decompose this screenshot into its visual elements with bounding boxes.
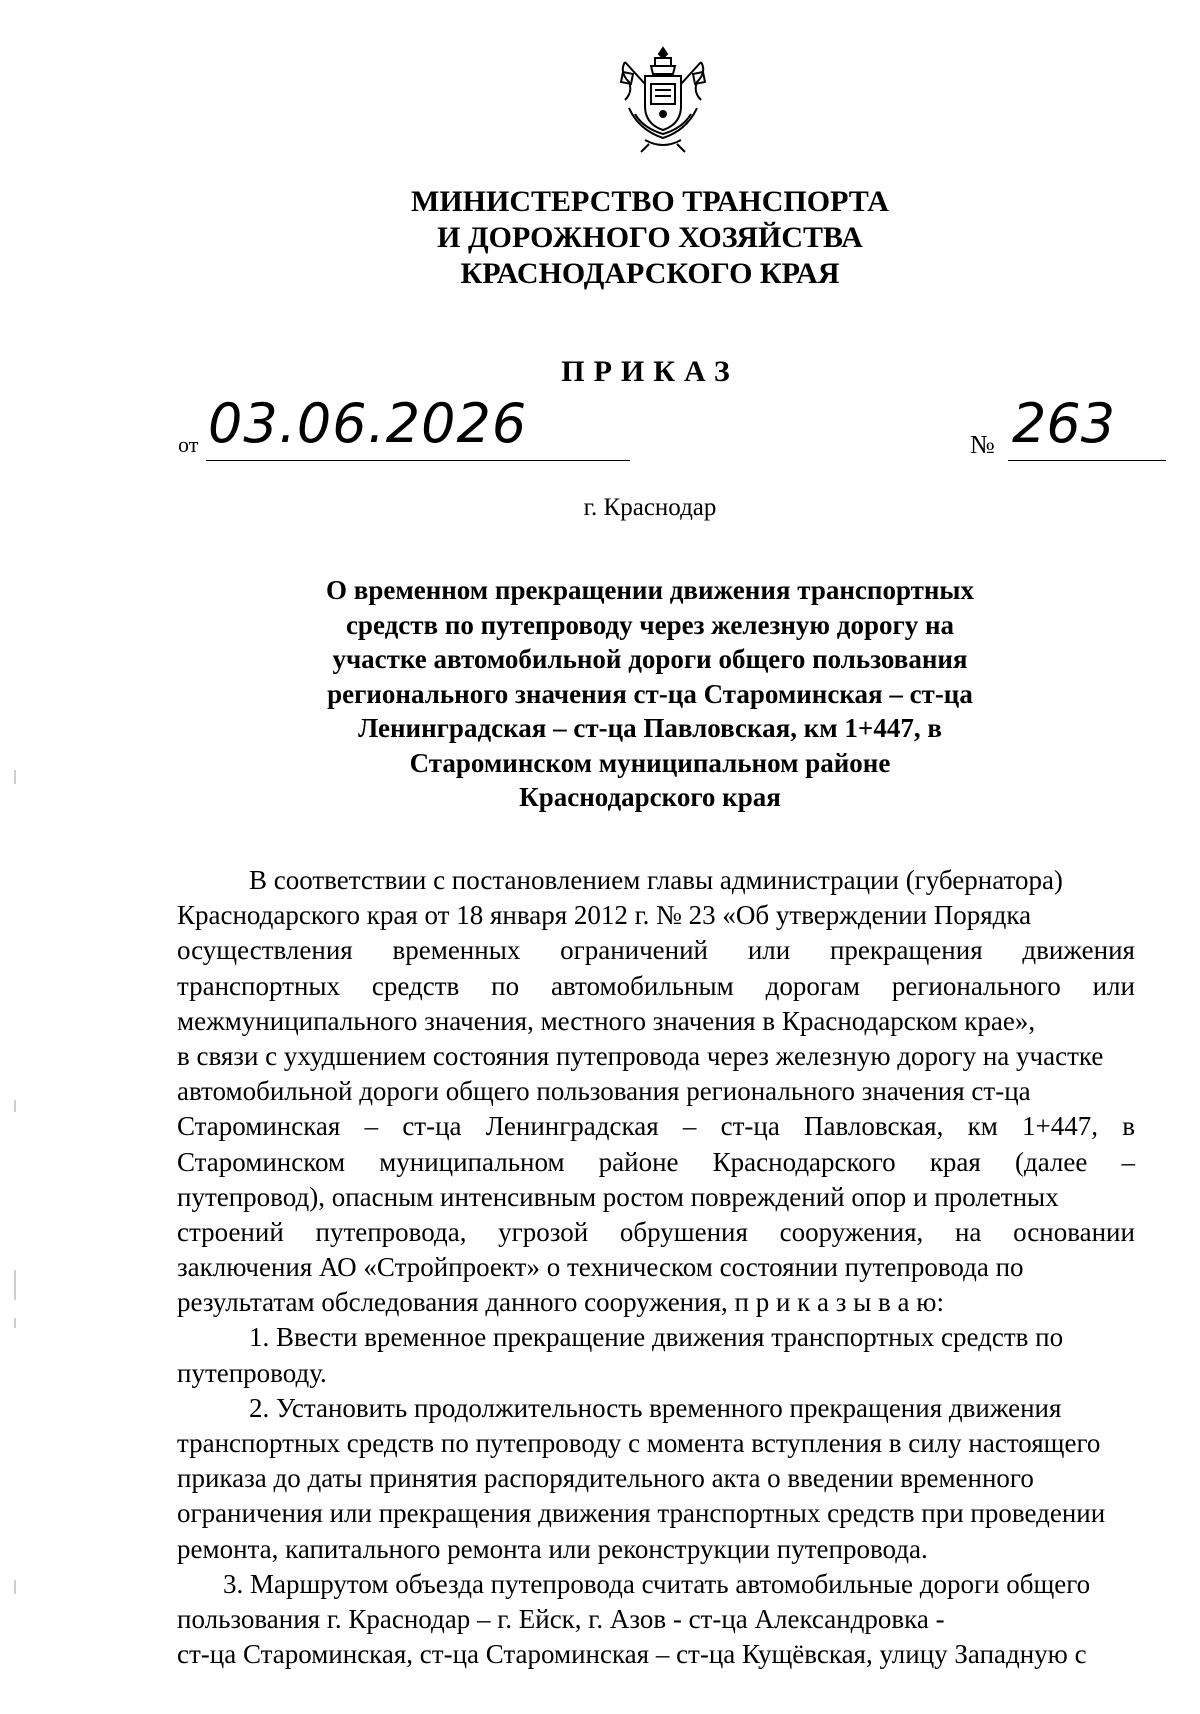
- body-line: автомобильной дороги общего пользования регионального значения ст-ца: [177, 1076, 1031, 1107]
- city-line: г. Краснодар: [583, 494, 717, 521]
- body-line: 2. Установить продолжительность временного прекращения движения: [249, 1392, 1062, 1423]
- body-line: Краснодарского края от 18 января 2012 г. № 23 «Об утверждении Порядка: [177, 900, 1032, 931]
- body-line: транспортных средств по путепроводу с момента вступления в силу настоящего: [177, 1428, 1101, 1458]
- subject-line: Краснодарского края: [519, 782, 781, 812]
- body-line: 1. Ввести временное прекращение движения транспортных средств по: [249, 1322, 1064, 1353]
- body-line: путепроводу.: [177, 1357, 327, 1388]
- word: основании: [1013, 1216, 1135, 1247]
- body-line-justified: [177, 1215, 1135, 1250]
- subject-line: О временном прекращении движения транспортных: [325, 575, 974, 605]
- body-line-justified: [177, 1145, 1135, 1180]
- order-subject: [275, 573, 1025, 815]
- scan-mark: [14, 770, 16, 784]
- word: или: [1092, 970, 1135, 1001]
- number-underline: [1008, 460, 1166, 461]
- body-line: путепровод), опасным интенсивным ростом повреждений опор и пролетных: [177, 1181, 1059, 1212]
- subject-line: средств по путепроводу через железную дорогу на: [345, 609, 955, 640]
- subject-line: регионального значения ст-ца Староминская – ст-ца: [327, 678, 973, 709]
- word: Павловская,: [804, 1111, 944, 1142]
- scan-mark: [14, 1100, 16, 1112]
- word: дорогам: [765, 970, 860, 1001]
- word: регионального: [891, 970, 1061, 1001]
- word: путепровода,: [315, 1216, 467, 1247]
- word: Краснодарского: [712, 1146, 896, 1177]
- scan-mark: [14, 1580, 16, 1594]
- word: Староминская: [177, 1111, 341, 1142]
- ministry-line: КРАСНОДАРСКОГО КРАЯ: [460, 257, 840, 290]
- word: –: [1121, 1146, 1135, 1177]
- body-line: ст-ца Староминская, ст-ца Староминская – ст-ца Кущёвская, улицу Западную с: [177, 1639, 1087, 1670]
- word: средств: [371, 970, 460, 1001]
- word: транспортных: [177, 970, 341, 1001]
- handwritten-number: 263: [1012, 392, 1116, 455]
- word: ст-ца: [720, 1111, 780, 1142]
- word: 1+447,: [1022, 1111, 1099, 1142]
- body-line: ремонта, капитального ремонта или реконструкции путепровода.: [177, 1533, 928, 1564]
- word: Староминском: [177, 1146, 346, 1177]
- body-line: межмуниципального значения, местного значения в Краснодарском крае»,: [177, 1005, 1036, 1036]
- ministry-line: И ДОРОЖНОГО ХОЗЯЙСТВА: [437, 221, 863, 254]
- body-line: пользования г. Краснодар – г. Ейск, г. Азов - ст-ца Александровка -: [177, 1603, 945, 1634]
- word: обрушения: [619, 1216, 748, 1247]
- date-underline: [206, 460, 630, 461]
- number-prefix: №: [970, 430, 995, 459]
- word: прекращения: [829, 935, 983, 966]
- order-body: [177, 863, 1135, 1672]
- word: или: [747, 935, 791, 966]
- word: сооружения,: [779, 1216, 924, 1247]
- word: строений: [177, 1216, 284, 1247]
- word: угрозой: [498, 1216, 589, 1247]
- body-line: 3. Маршрутом объезда путепровода считать автомобильные дороги общего: [223, 1568, 1091, 1599]
- coat-of-arms-emblem: [615, 44, 711, 156]
- word: районе: [598, 1146, 679, 1177]
- ministry-name: [300, 184, 1000, 292]
- body-line: В соответствии с постановлением главы администрации (губернатора): [249, 865, 1063, 895]
- word: края: [929, 1146, 981, 1177]
- date-prefix: от: [178, 432, 199, 457]
- word: –: [364, 1111, 379, 1142]
- document-type-title: ПРИКАЗ: [561, 355, 739, 388]
- word: Ленинградская: [485, 1111, 659, 1142]
- handwritten-date: 03.06.2026: [208, 392, 528, 455]
- word: км: [967, 1111, 998, 1142]
- word: в: [1122, 1111, 1135, 1142]
- word: муниципальном: [379, 1146, 565, 1177]
- word: движения: [1022, 935, 1135, 966]
- body-line: ограничения или прекращения движения транспортных средств при проведении: [177, 1498, 1106, 1529]
- word: –: [682, 1111, 697, 1142]
- word: автомобильным: [551, 970, 734, 1001]
- subject-line: Староминском муниципальном районе: [409, 747, 891, 778]
- body-line: в связи с ухудшением состояния путепровода через железную дорогу на участке: [177, 1040, 1104, 1071]
- word: временных: [392, 935, 521, 966]
- word: по: [491, 970, 520, 1001]
- word: ст-ца: [402, 1111, 462, 1142]
- word: (далее: [1014, 1146, 1088, 1177]
- body-line-justified: [177, 933, 1135, 968]
- scan-mark: [14, 1270, 16, 1300]
- body-line-justified: [177, 969, 1135, 1004]
- body-line: приказа до даты принятия распорядительного акта о введении временного: [177, 1463, 1034, 1494]
- word: ограничений: [560, 935, 709, 966]
- subject-line: участке автомобильной дороги общего пользования: [332, 644, 968, 674]
- scan-mark: [14, 1318, 16, 1328]
- body-line-justified: [177, 1109, 1135, 1144]
- word: на: [954, 1216, 982, 1247]
- subject-line: Ленинградская – ст-ца Павловская, км 1+447, в: [358, 713, 942, 743]
- body-line: результатам обследования данного сооружения, п р и к а з ы в а ю:: [177, 1287, 944, 1318]
- ministry-line: МИНИСТЕРСТВО ТРАНСПОРТА: [411, 185, 889, 218]
- word: осуществления: [177, 935, 353, 966]
- body-line: заключения АО «Стройпроект» о техническом состоянии путепровода по: [177, 1252, 1024, 1283]
